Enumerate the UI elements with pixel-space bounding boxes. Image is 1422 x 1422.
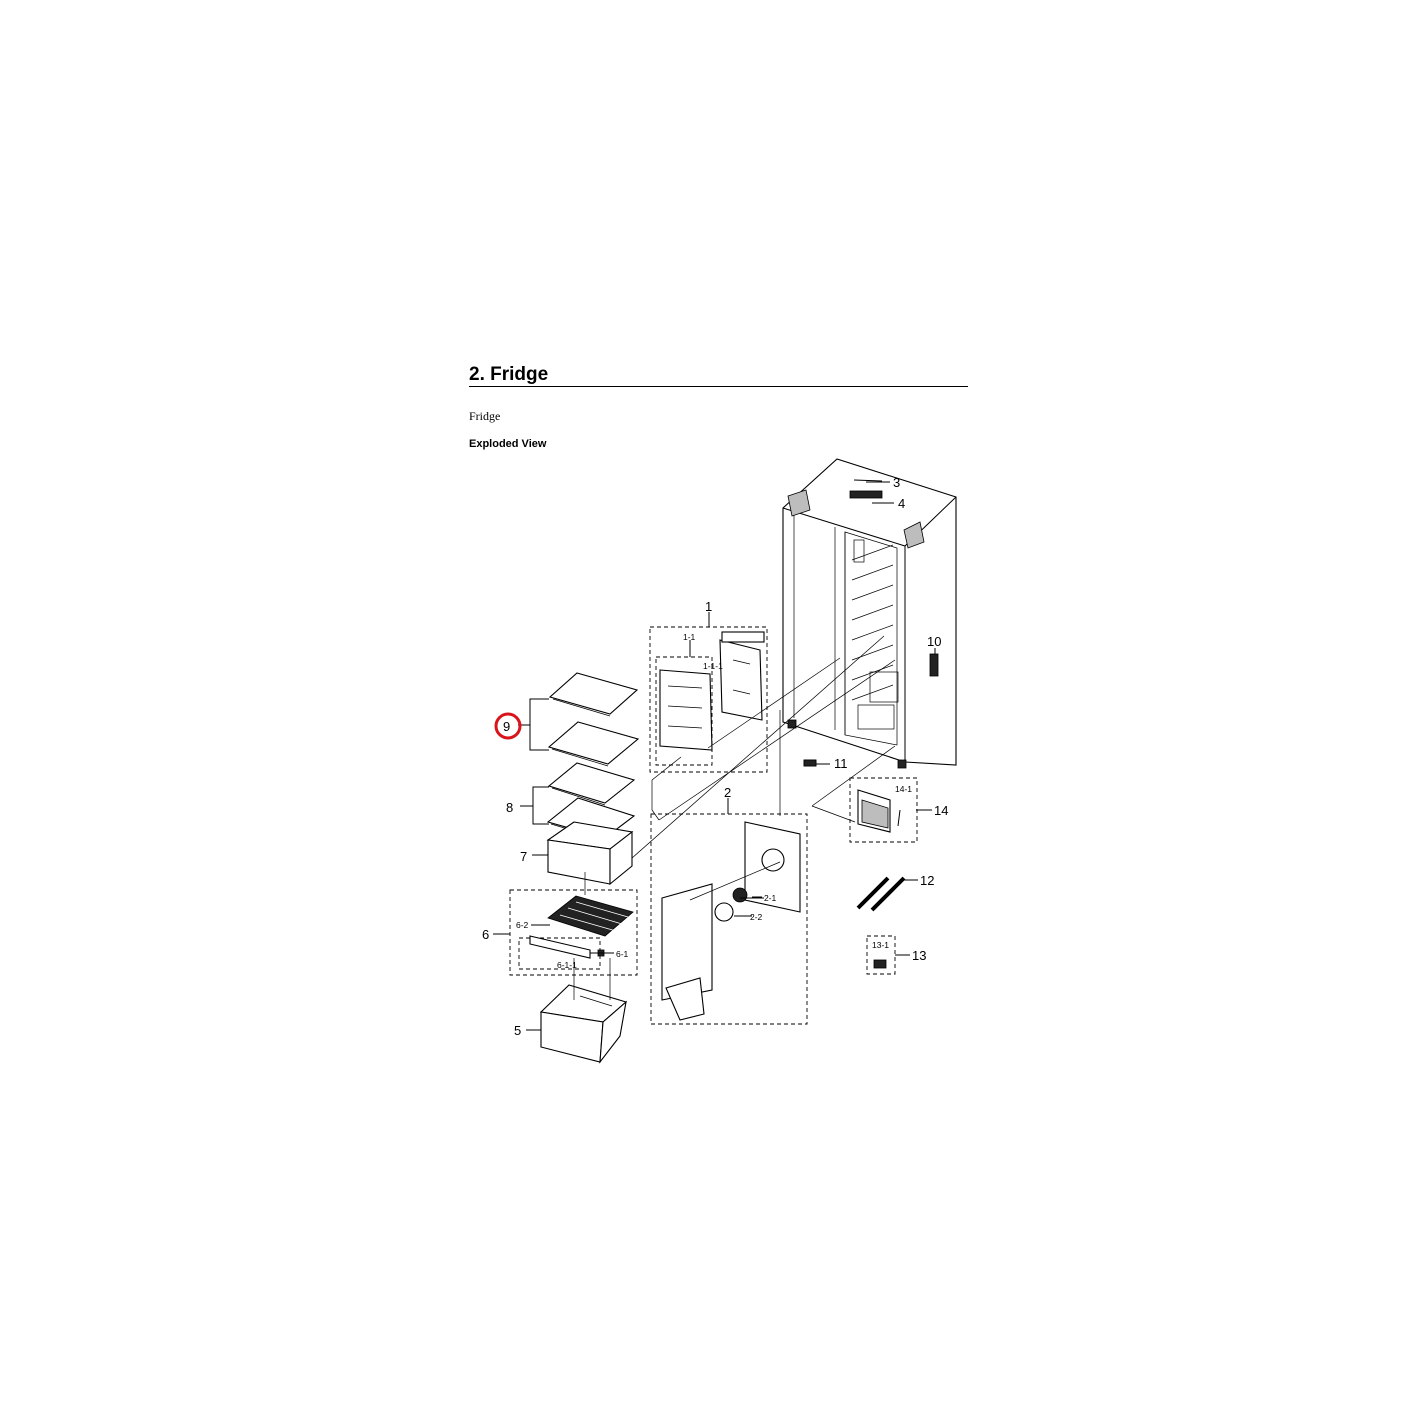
callout-8: 8 xyxy=(506,800,514,815)
callout-6: 6 xyxy=(482,927,490,942)
callout-3: 3 xyxy=(893,475,901,490)
drawer-5 xyxy=(541,985,626,1062)
callout-1-1: 1-1 xyxy=(683,632,696,642)
callout-12: 12 xyxy=(920,873,935,888)
callout-14-1: 14-1 xyxy=(895,784,913,794)
fridge-cabinet xyxy=(783,459,956,768)
callout-13-1: 13-1 xyxy=(872,940,890,950)
callout-6-2: 6-2 xyxy=(516,920,529,930)
shelf-9-upper xyxy=(550,673,637,716)
callout-1-1-1: 1-1-1 xyxy=(703,661,723,671)
shelf-9-lower xyxy=(549,722,638,766)
part-2-group xyxy=(651,814,807,1024)
subtitle: Fridge xyxy=(469,409,501,423)
callout-13: 13 xyxy=(912,948,927,963)
callout-14: 14 xyxy=(934,803,949,818)
crisper-cover-7 xyxy=(548,822,632,884)
part-12-strips xyxy=(858,878,904,910)
callout-2-1: 2-1 xyxy=(764,893,777,903)
callout-4: 4 xyxy=(898,496,906,511)
callout-10: 10 xyxy=(927,634,942,649)
callout-1: 1 xyxy=(705,599,713,614)
callout-9: 9 xyxy=(503,719,511,734)
callout-7: 7 xyxy=(520,849,528,864)
callout-5: 5 xyxy=(514,1023,522,1038)
callout-11: 11 xyxy=(834,756,848,771)
callout-2: 2 xyxy=(724,785,732,800)
shelf-8-upper xyxy=(549,763,634,805)
exploded-view-label: Exploded View xyxy=(469,438,547,450)
section-title: 2. Fridge xyxy=(469,364,549,385)
callout-2-2: 2-2 xyxy=(750,912,763,922)
callout-6-1-1: 6-1-1 xyxy=(557,960,577,970)
part-11 xyxy=(804,760,816,766)
callout-6-1: 6-1 xyxy=(616,949,629,959)
part-1-group xyxy=(650,627,767,772)
